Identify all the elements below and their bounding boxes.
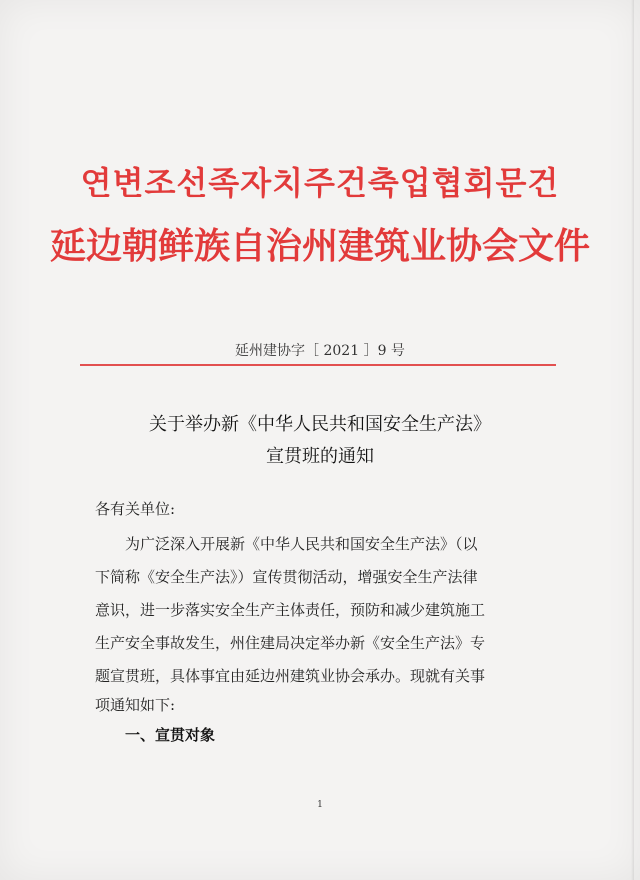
paragraph-line: 下简称《安全生产法》）宣传贯彻活动，增强安全生产法律 [95,568,478,586]
header-chinese: 延边朝鲜族自治州建筑业协会文件 [49,225,590,267]
paragraph-line: 意识，进一步落实安全生产主体责任，预防和减少建筑施工 [95,601,486,619]
title-line-1: 关于举办新《中华人民共和国安全生产法》 [149,414,491,435]
page-number: 1 [317,800,323,810]
paragraph-line: 为广泛深入开展新《中华人民共和国安全生产法》（以 [95,535,478,553]
paragraph-line: 题宣贯班，具体事宜由延边州建筑业协会承办。现就有关事 [95,667,486,685]
paragraph-line: 项通知如下: [95,696,176,714]
salutation: 各有关单位: [95,500,176,518]
red-divider [80,364,556,366]
document-number: 延州建协字［ 2021 ］9 号 [235,343,405,359]
page-edge-shadow [631,0,634,880]
header-korean: 연변조선족자치주건축업협회문건 [80,164,560,202]
paragraph-line: 生产安全事故发生，州住建局决定举办新《安全生产法》专 [95,634,486,652]
title-line-2: 宣贯班的通知 [266,446,374,467]
section-heading: 一、宣贯对象 [125,726,216,744]
